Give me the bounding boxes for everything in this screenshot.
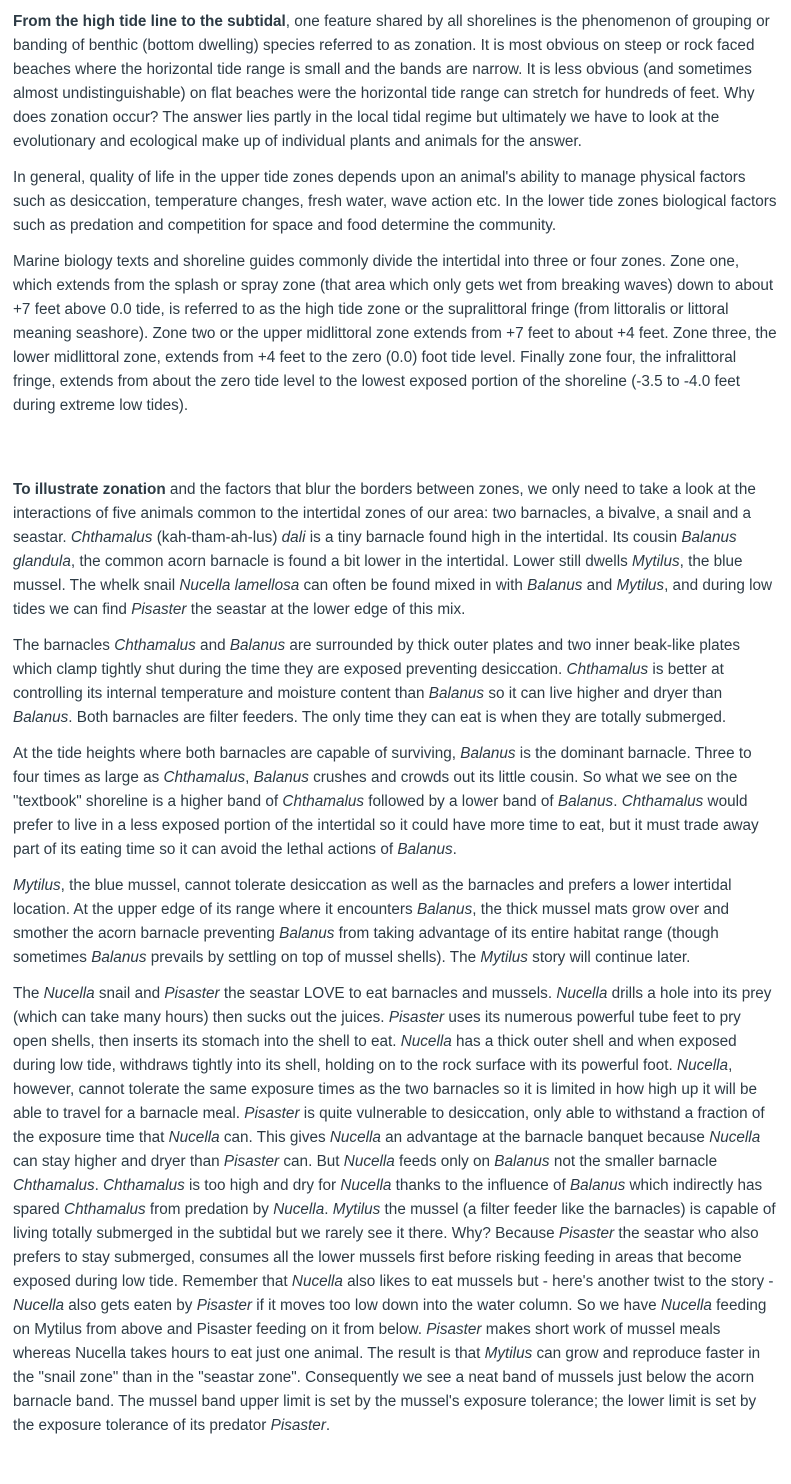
species-name: Chthamalus (64, 1201, 146, 1218)
paragraph-zonation-intro (13, 10, 778, 154)
text-run: and the factors that blur the borders between zones, we only need to take a look at the interactions of five animals common to the intertidal zones of our area: two barnacles, a bivalve, a snail and a seastar. (13, 481, 756, 546)
text-run: can. But (279, 1153, 344, 1170)
text-run: , the common acorn barnacle is found a bit lower in the intertidal. Lower still dwells (70, 553, 633, 570)
species-name: Balanus (428, 685, 485, 702)
species-name: Nucella (660, 1297, 712, 1314)
text-run: snail and (94, 985, 165, 1002)
species-name: Nucella (556, 985, 608, 1002)
text-run: can. This gives (219, 1129, 330, 1146)
species-name: Balanus (253, 769, 309, 786)
paragraph-four-zones (13, 250, 778, 418)
text-run: the seastar at the lower edge of this mix. (186, 601, 466, 618)
species-name: Nucella lamellosa (179, 577, 300, 594)
species-name: Chthamalus (566, 661, 649, 678)
species-name: Chthamalus (282, 793, 365, 810)
text-run: . (325, 1417, 331, 1434)
text-run: is quite vulnerable to desiccation, only able to withstand a fraction of the exposure time that (13, 1105, 765, 1146)
species-name: Nucella (13, 1297, 65, 1314)
text-run: from predation by (145, 1201, 274, 1218)
paragraph-barnacles (13, 634, 778, 730)
species-name: Nucella (677, 1057, 729, 1074)
text-run: is the dominant barnacle. Three to four times as large as (13, 745, 752, 786)
species-name: Pisaster (131, 601, 187, 618)
species-name: Nucella (709, 1129, 761, 1146)
species-name: Nucella (400, 1033, 452, 1050)
text-run: is a tiny barnacle found high in the intertidal. Its cousin (305, 529, 682, 546)
text-run: The barnacles (13, 637, 115, 654)
text-run: The (13, 985, 44, 1002)
species-name: Pisaster (196, 1297, 252, 1314)
text-run: also likes to eat mussels but - here's another twist to the story - (342, 1273, 774, 1290)
text-run: crushes and crowds out its little cousin. So what we see on the "textbook" shoreline is a higher band of (13, 769, 738, 810)
species-name: Nucella (329, 1129, 381, 1146)
species-name: Mytilus (484, 1345, 533, 1362)
paragraph-mytilus (13, 874, 778, 970)
species-name: Balanus (494, 1153, 550, 1170)
species-name: Pisaster (558, 1225, 615, 1242)
text-run: feeds only on (394, 1153, 495, 1170)
species-name: Nucella (273, 1201, 325, 1218)
species-name: Balanus (91, 949, 147, 966)
text-run: . (613, 793, 622, 810)
species-name: Balanus (13, 709, 69, 726)
species-name: Nucella (43, 985, 95, 1002)
text-run: and (582, 577, 617, 594)
paragraph-predators (13, 982, 778, 1438)
text-run: drills a hole into its prey (which can take many hours) then sucks out the juices. (13, 985, 772, 1026)
paragraph-balanus-dominance (13, 742, 778, 862)
text-run: , (245, 769, 254, 786)
text-run: , however, cannot tolerate the same exposure times as the two barnacles so it is limited in how high up it will be able to travel for a barnacle meal. (13, 1057, 757, 1122)
species-name: Chthamalus (70, 529, 153, 546)
species-name: Pisaster (388, 1009, 445, 1026)
species-name: Balanus (557, 793, 614, 810)
text-run: is too high and dry for (184, 1177, 341, 1194)
text-run: can grow and reproduce faster in the "snail zone" than in the "seastar zone". Consequently we see a neat band of mussels just below the acorn barnacle band. The mussel band upper limit is set by the mussel's exposure tolerance; the lower limit is set by the exposure tolerance of its predator (13, 1345, 761, 1434)
text-run: . (452, 841, 457, 858)
text-run: At the tide heights where both barnacles are capable of surviving, (13, 745, 461, 762)
text-run: makes short work of mussel meals whereas Nucella takes hours to eat just one animal. The result is that (13, 1321, 721, 1362)
species-name: Balanus (527, 577, 583, 594)
text-run: prevails by settling on top of mussel shells). The (146, 949, 481, 966)
species-name: Chthamalus (13, 1177, 95, 1194)
species-name: Balanus (569, 1177, 626, 1194)
text-run: are surrounded by thick outer plates and two inner beak-like plates which clamp tightly shut during the time they are exposed preventing desiccation. (13, 637, 741, 678)
text-run: , the blue mussel. The whelk snail (13, 553, 743, 594)
text-run: In general, quality of life in the upper tide zones depends upon an animal's ability to manage physical factors such as desiccation, temperature changes, fresh water, wave action etc. In the lower tide zones biological factors such as predation and competition for space and food determine the community. (13, 169, 777, 234)
species-name: Balanus (460, 745, 516, 762)
text-run: so it can live higher and dryer than (484, 685, 723, 702)
species-name: Balanus (416, 901, 473, 918)
text-run: Marine biology texts and shoreline guides commonly divide the intertidal into three or four zones. Zone one, which extends from the splash or spray zone (that area which only gets wet from breaking waves) down to about +7 feet above 0.0 tide, is referred to as the high tide zone or the supralittoral fringe (from littoralis or littoral meaning seashore). Zone two or the upper midlittoral zone extends from +7 feet to about +4 feet. Zone three, the lower midlittoral zone, extends from +4 feet to the zero (0.0) foot tide level. Finally zone four, the infralittoral fringe, extends from about the zero tide level to the lowest exposed portion of the shoreline (-3.5 to -4.0 feet during extreme low tides). (13, 253, 777, 414)
text-run: can often be found mixed in with (299, 577, 528, 594)
text-run: uses its numerous powerful tube feet to pry open shells, then inserts its stomach into the shell to eat. (13, 1009, 741, 1050)
species-name: Mytilus (632, 553, 680, 570)
text-run: which indirectly has spared (13, 1177, 763, 1218)
text-run: , the blue mussel, cannot tolerate desiccation as well as the barnacles and prefers a lower intertidal location. At the upper edge of its range where it encounters (13, 877, 732, 918)
text-run: , and during low tides we can find (13, 577, 773, 618)
text-run: the mussel (a filter feeder like the barnacles) is capable of living totally submerged in the subtidal but we rarely see it there. Why? Because (13, 1201, 776, 1242)
species-name: dali (281, 529, 306, 546)
text-run: would prefer to live in a less exposed portion of the intertidal so it could have more time to eat, but it must trade away part of its eating time so it can avoid the lethal actions of (13, 793, 759, 858)
species-name: Mytilus (480, 949, 528, 966)
species-name: Chthamalus (621, 793, 704, 810)
species-name: Nucella (168, 1129, 220, 1146)
species-name: Balanus (397, 841, 453, 858)
species-name: Pisaster (244, 1105, 300, 1122)
text-run: is better at controlling its internal temperature and moisture content than (13, 661, 724, 702)
text-run: feeding on Mytilus from above and Pisaster feeding on it from below. (13, 1297, 767, 1338)
species-name: Mytilus (13, 877, 61, 894)
species-name: Pisaster (223, 1153, 280, 1170)
species-name: Chthamalus (163, 769, 246, 786)
text-run: an advantage at the barnacle banquet because (380, 1129, 710, 1146)
text-run: , the thick mussel mats grow over and smother the acorn barnacle preventing (13, 901, 729, 942)
text-run: also gets eaten by (64, 1297, 197, 1314)
species-name: Mytilus (332, 1201, 381, 1218)
species-name: Nucella (291, 1273, 343, 1290)
paragraph-upper-lower-zones (13, 166, 778, 238)
species-name: Pisaster (270, 1417, 326, 1434)
text-run: can stay higher and dryer than (13, 1153, 224, 1170)
text-run: not the smaller barnacle (549, 1153, 718, 1170)
species-name: Chthamalus (114, 637, 196, 654)
text-run: followed by a lower band of (364, 793, 558, 810)
species-name: Balanus (279, 925, 335, 942)
species-name: Nucella (343, 1153, 395, 1170)
text-run: . Both barnacles are filter feeders. The only time they can eat is when they are totally submerged. (68, 709, 727, 726)
text-run: , one feature shared by all shorelines is the phenomenon of grouping or banding of benthic (bottom dwelling) species referred to as zonation. It is most obvious on steep or rock faced beaches where the horizontal tide range is small and the bands are narrow. It is less obvious (and sometimes almost undistinguishable) on flat beaches were the horizontal tide range can stretch for hundreds of feet. Why does zonation occur? The answer lies partly in the local tidal regime but ultimately we have to look at the evolutionary and ecological make up of individual plants and animals for the answer. (13, 13, 770, 150)
text-run: (kah-tham-ah-lus) (152, 529, 282, 546)
text-run: from taking advantage of its entire habitat range (though sometimes (13, 925, 719, 966)
text-run: the seastar LOVE to eat barnacles and mussels. (219, 985, 557, 1002)
text-run: . (94, 1177, 104, 1194)
species-name: Balanus (229, 637, 286, 654)
text-run: if it moves too low down into the water column. So we have (251, 1297, 661, 1314)
text-run: story will continue later. (527, 949, 691, 966)
species-name: Mytilus (616, 577, 665, 594)
lead-phrase: From the high tide line to the subtidal (13, 13, 286, 30)
lead-phrase: To illustrate zonation (13, 481, 166, 498)
text-run: has a thick outer shell and when exposed during low tide, withdraws tightly into its shell, holding on to the rock surface with its powerful foot. (13, 1033, 737, 1074)
text-run: and (195, 637, 230, 654)
species-name: Nucella (340, 1177, 392, 1194)
text-run: the seastar who also prefers to stay submerged, consumes all the lower mussels first before risking feeding in areas that become exposed during low tide. Remember that (13, 1225, 759, 1290)
text-run: thanks to the influence of (391, 1177, 570, 1194)
species-name: Balanus glandula (13, 529, 737, 570)
text-run: . (324, 1201, 333, 1218)
species-name: Pisaster (426, 1321, 482, 1338)
species-name: Pisaster (164, 985, 220, 1002)
species-name: Chthamalus (103, 1177, 185, 1194)
paragraph-illustrate-zonation (13, 478, 778, 622)
